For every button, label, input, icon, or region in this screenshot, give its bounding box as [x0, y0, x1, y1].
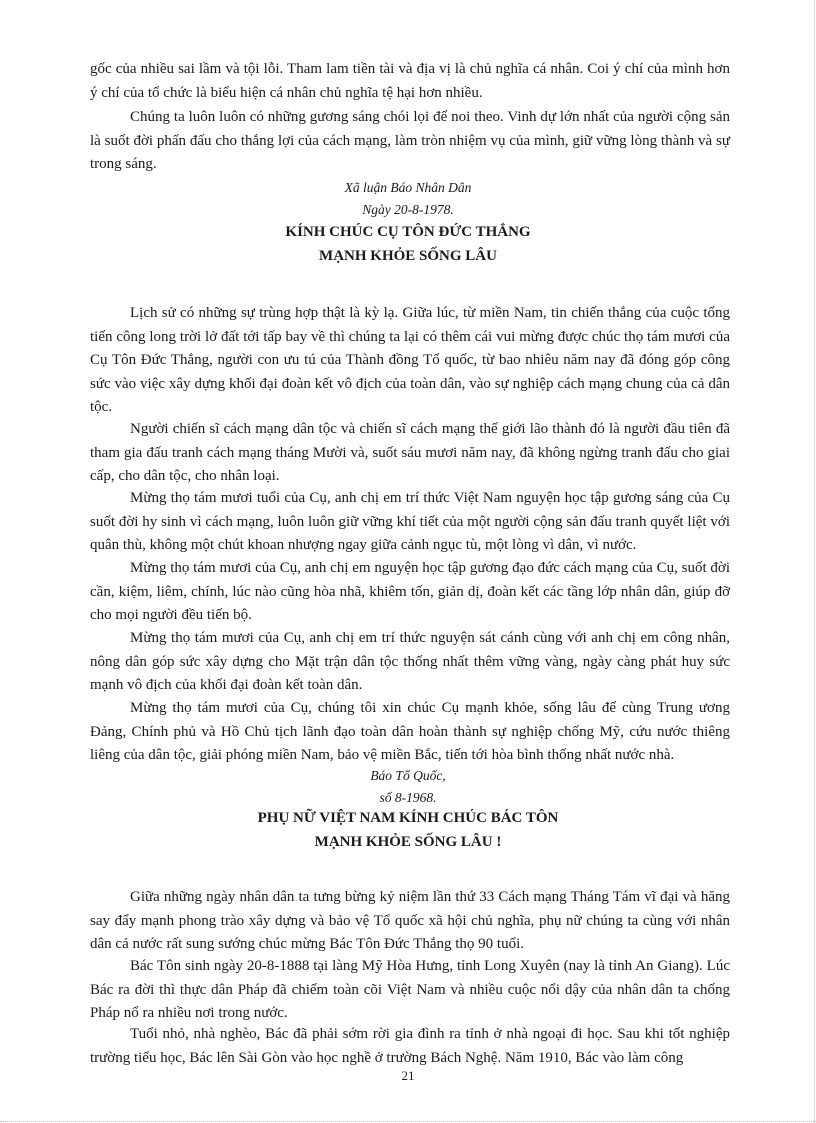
page-number: 21 — [401, 1068, 415, 1083]
paragraph-9: Giữa những ngày nhân dân ta tưng bừng kỷ niệm lần thứ 33 Cách mạng Tháng Tám vĩ đại và hăng say đẩy mạnh phong trào xây dựng và bảo vệ Tổ quốc xã hội chủ nghĩa, phụ nữ chúng ta cùng với nhân dân cả nước rất sung sướng chúc mừng Bác Tôn Đức Thắng thọ 90 tuổi. — [90, 889, 730, 952]
signature-newspaper — [0, 765, 816, 809]
paragraph-11: Tuổi nhỏ, nhà nghèo, Bác đã phải sớm rời gia đình ra tỉnh ở nhà ngoại đi học. Sau khi tốt nghiệp trường tiểu học, Bác lên Sài Gòn vào học nghề ở trường Bách Nghệ. Năm 1910, Bác vào làm công — [90, 1026, 730, 1066]
paragraph-6: Mừng thọ tám mươi của Cụ, anh chị em nguyện học tập gương đạo đức cách mạng của Cụ, suốt đời cần, kiệm, liêm, chính, lúc nào cũng hòa nhã, khiêm tốn, giản dị, đoàn kết các tầng lớp nhân dân, giúp đỡ cho mọi người đều tiến bộ. — [90, 560, 730, 623]
heading-line: MẠNH KHỎE SỐNG LÂU ! — [314, 834, 502, 850]
paragraph-4: Người chiến sĩ cách mạng dân tộc và chiến sĩ cách mạng thế giới lão thành đó là người đầu tiên đã tham gia đấu tranh cách mạng tháng Mười và, suốt sáu mươi năm nay, đã không ngừng tranh đấu cho giai cấp, cho dân tộc, cho nhân loại. — [90, 421, 730, 484]
signature-date: Ngày 20-8-1978. — [362, 202, 454, 217]
signature-editorial — [0, 177, 816, 221]
signature-source: Báo Tổ Quốc, — [370, 768, 446, 783]
heading-line: PHỤ NỮ VIỆT NAM KÍNH CHÚC BÁC TÔN — [257, 810, 559, 826]
heading-line: MẠNH KHỎE SỐNG LÂU — [319, 248, 497, 264]
paragraph-3: Lịch sử có những sự trùng hợp thật là kỳ lạ. Giữa lúc, từ miền Nam, tin chiến thắng của cuộc tổng tiến công long trời lở đất tới tấp bay về thì chúng ta lại có thêm cái vui mừng được chúc thọ tám mươi của Cụ Tôn Đức Thắng, người con ưu tú của Thành đồng Tổ quốc, từ bao nhiêu năm nay đã đóng góp công sức vào việc xây dựng khối đại đoàn kết vô địch của toàn dân, vào sự nghiệp cách mạng chung của cả dân tộc. — [90, 305, 730, 415]
paragraph-2: Chúng ta luôn luôn có những gương sáng chói lọi để noi theo. Vinh dự lớn nhất của người cộng sản là suốt đời phấn đấu cho thắng lợi của cách mạng, làm tròn nhiệm vụ của mình, giữ vững lòng thành và sự trong sáng. — [90, 109, 730, 172]
heading-line: KÍNH CHÚC CỤ TÔN ĐỨC THẮNG — [285, 224, 531, 240]
paragraph-7: Mừng thọ tám mươi của Cụ, anh chị em trí thức nguyện sát cánh cùng với anh chị em công nhân, nông dân góp sức xây dựng cho Mặt trận dân tộc thống nhất thêm vững vàng, ngày càng phát huy sức mạnh vô địch của khối đại đoàn kết toàn dân. — [90, 630, 730, 693]
paragraph-1: gốc của nhiều sai lầm và tội lỗi. Tham lam tiền tài và địa vị là chủ nghĩa cá nhân. Coi ý chí của mình hơn ý chí của tổ chức là biểu hiện cá nhân chủ nghĩa tệ hại hơn nhiều. — [90, 61, 730, 101]
page-border-bottom — [0, 1121, 816, 1122]
heading-section-1 — [0, 220, 816, 268]
paragraph-8: Mừng thọ tám mươi của Cụ, chúng tôi xin chúc Cụ mạnh khỏe, sống lâu để cùng Trung ương Đảng, Chính phủ và Hồ Chủ tịch lãnh đạo toàn dân hoàn thành sự nghiệp chống Mỹ, cứu nước thiêng liêng của dân tộc, giải phóng miền Nam, bảo vệ miền Bắc, tiến tới hòa bình thống nhất nước nhà. — [90, 700, 730, 763]
paragraph-10: Bác Tôn sinh ngày 20-8-1888 tại làng Mỹ Hòa Hưng, tỉnh Long Xuyên (nay là tỉnh An Giang). Lúc Bác ra đời thì thực dân Pháp đã chiếm toàn cõi Việt Nam và nhiều cuộc nổi dậy của nhân dân ta chống Pháp nổ ra nhiều nơi trong nước. — [90, 958, 730, 1021]
signature-date: số 8-1968. — [379, 790, 437, 805]
heading-section-2 — [0, 806, 816, 854]
signature-source: Xã luận Báo Nhân Dân — [344, 180, 472, 195]
paragraph-5: Mừng thọ tám mươi tuổi của Cụ, anh chị em trí thức Việt Nam nguyện học tập gương sáng của Cụ suốt đời hy sinh vì cách mạng, luôn luôn giữ vững khí tiết của một người cộng sản đấu tranh quyết liệt với quân thù, không một chút khoan nhượng ngay giữa cảnh ngục tù, một lòng vì dân, vì nước. — [90, 490, 730, 553]
page-border-right — [814, 0, 815, 1123]
